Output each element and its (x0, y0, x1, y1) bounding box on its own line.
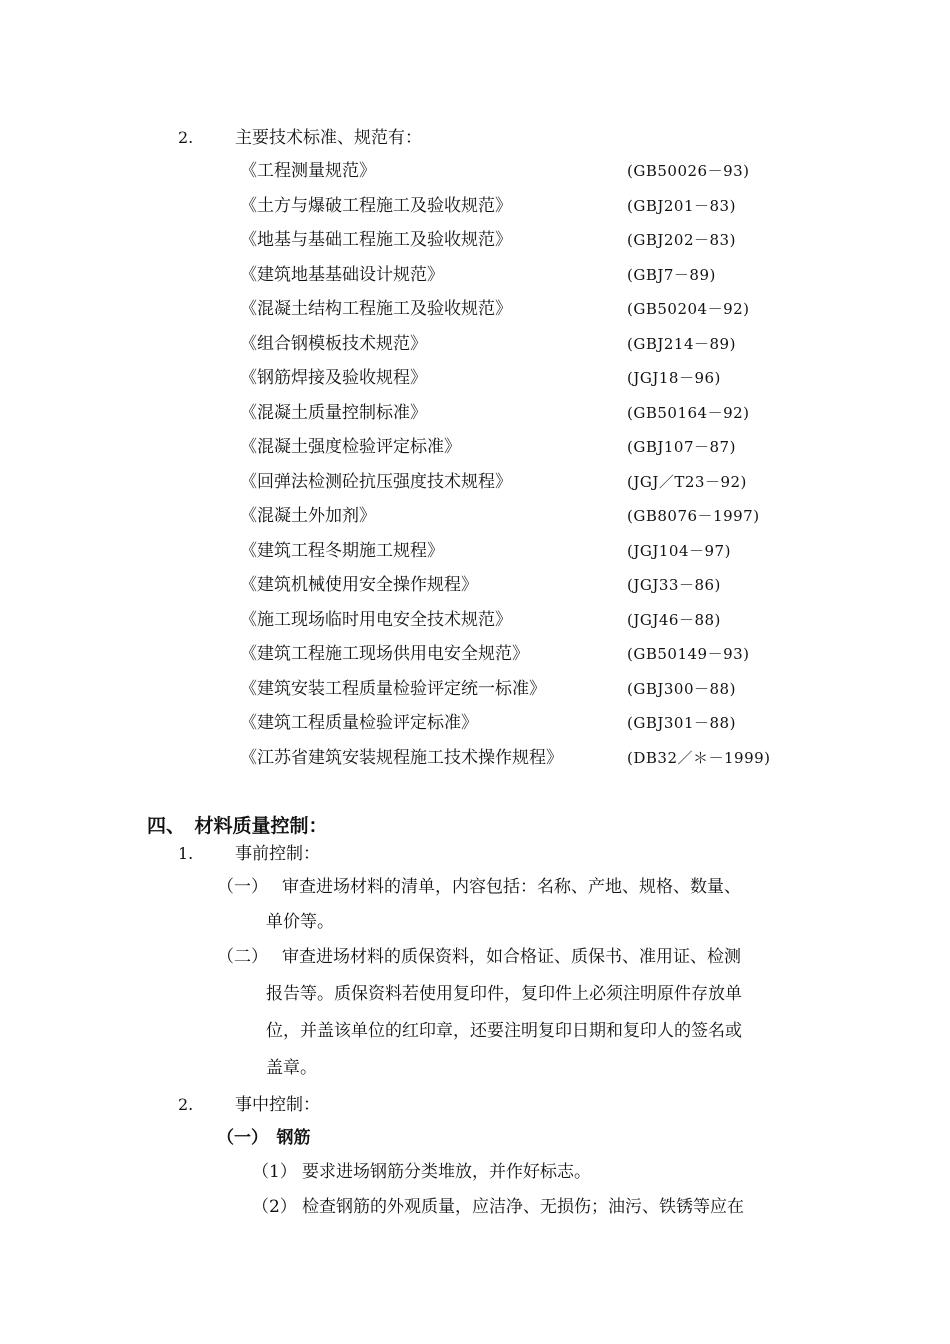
standard-name: 《土方与爆破工程施工及验收规范》 (240, 196, 512, 216)
standard-name: 《建筑工程质量检验评定标准》 (240, 713, 478, 733)
standard-code: (GB50164－92) (627, 404, 750, 422)
section-4-heading: 四、 材料质量控制： (147, 815, 328, 837)
pre-control-number: 1. (178, 844, 194, 863)
pre-control-item-2-line: 报告等。质保资料若使用复印件，复印件上必须注明原件存放单 (266, 984, 742, 1004)
standard-name: 《混凝土强度检验评定标准》 (240, 437, 461, 457)
standard-code: (GB8076－1997) (627, 507, 760, 525)
standard-name: 《混凝土结构工程施工及验收规范》 (240, 299, 512, 319)
standard-code: (DB32／＊－1999) (627, 749, 771, 767)
standard-code: (JGJ18－96) (627, 369, 721, 387)
mid-control-item-text: 要求进场钢筋分类堆放，并作好标志。 (302, 1162, 591, 1182)
standard-code: (GBJ107－87) (627, 438, 736, 456)
standard-code: (GBJ300－88) (627, 680, 736, 698)
standard-code: (JGJ104－97) (627, 542, 731, 560)
standard-name: 《混凝土外加剂》 (240, 506, 376, 526)
standard-code: (GB50149－93) (627, 645, 750, 663)
standard-name: 《建筑工程施工现场供用电安全规范》 (240, 644, 529, 664)
standard-name: 《建筑地基基础设计规范》 (240, 265, 444, 285)
standard-name: 《施工现场临时用电安全技术规范》 (240, 610, 512, 630)
pre-control-item-2-line: 审查进场材料的质保资料，如合格证、质保书、准用证、检测 (282, 947, 741, 967)
standard-code: (GB50204－92) (627, 300, 750, 318)
standard-name: 《建筑机械使用安全操作规程》 (240, 575, 478, 595)
standard-code: (GBJ7－89) (627, 266, 716, 284)
standard-code: (JGJ46－88) (627, 611, 721, 629)
pre-control-item-2-line: 位，并盖该单位的红印章，还要注明复印日期和复印人的签名或 (266, 1021, 742, 1041)
standard-name: 《地基与基础工程施工及验收规范》 (240, 230, 512, 250)
standard-code: (JGJ／T23－92) (627, 473, 747, 491)
standard-code: (GBJ214－89) (627, 335, 736, 353)
pre-control-item-1-line: 审查进场材料的清单，内容包括：名称、产地、规格、数量、 (282, 877, 741, 897)
pre-control-title: 事前控制： (235, 844, 320, 864)
standard-name: 《工程测量规范》 (240, 161, 376, 181)
section-2-title: 主要技术标准、规范有： (235, 128, 422, 148)
standard-name: 《建筑安装工程质量检验评定统一标准》 (240, 679, 546, 699)
standard-code: (GBJ202－83) (627, 231, 736, 249)
mid-control-item-marker: （1） (252, 1162, 297, 1182)
standard-name: 《组合钢模板技术规范》 (240, 334, 427, 354)
section-2-number: 2. (178, 128, 194, 147)
pre-control-item-1-marker: （一） (217, 877, 268, 897)
standard-name: 《建筑工程冬期施工规程》 (240, 541, 444, 561)
standard-code: (JGJ33－86) (627, 576, 721, 594)
standard-name: 《江苏省建筑安装规程施工技术操作规程》 (240, 748, 563, 768)
mid-control-sub-heading: （一） 钢筋 (217, 1128, 311, 1148)
mid-control-item-marker: （2） (252, 1197, 297, 1217)
pre-control-item-2-line: 盖章。 (266, 1058, 317, 1078)
standard-name: 《混凝土质量控制标准》 (240, 403, 427, 423)
pre-control-item-1-line: 单价等。 (266, 912, 334, 932)
standard-code: (GBJ301－88) (627, 714, 736, 732)
mid-control-item-text: 检查钢筋的外观质量，应洁净、无损伤；油污、铁锈等应在 (302, 1197, 744, 1217)
standard-code: (GBJ201－83) (627, 197, 736, 215)
standard-code: (GB50026－93) (627, 162, 750, 180)
standard-name: 《钢筋焊接及验收规程》 (240, 368, 427, 388)
standard-name: 《回弹法检测砼抗压强度技术规程》 (240, 472, 512, 492)
pre-control-item-2-marker: （二） (217, 947, 268, 967)
mid-control-number: 2. (178, 1095, 194, 1114)
mid-control-title: 事中控制： (235, 1095, 320, 1115)
